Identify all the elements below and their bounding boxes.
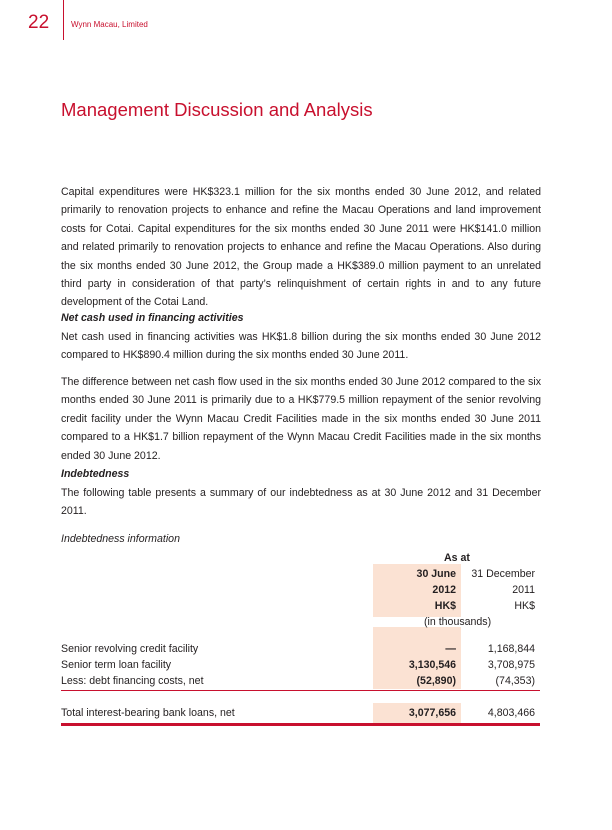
page-number: 22 <box>28 12 50 33</box>
col-2011-line3: HK$ <box>514 600 535 612</box>
company-name: Wynn Macau, Limited <box>71 20 148 29</box>
heading-financing: Net cash used in financing activities <box>61 312 244 324</box>
heading-indebtedness: Indebtedness <box>61 468 130 480</box>
table-row-label: Senior term loan facility <box>61 659 172 671</box>
total-cell-2012: 3,077,656 <box>408 707 456 719</box>
as-at-label: As at <box>444 552 470 564</box>
paragraph-financing-2: The difference between net cash flow used in the six months ended 30 June 2012 compared to the six months ended 30 June 2011 is primarily due to a HK$779.5 million repayment of the senior revolving credit facility under the Wynn Macau Credit Facilities made in the six months ended 30 June 2011 compared to a HK$1.7 billion repayment of the Wynn Macau Credit Facilities made in the six months ended 30 June 2012. <box>61 376 541 462</box>
table-cell-2012: — <box>445 643 456 655</box>
paragraph-capex: Capital expenditures were HK$323.1 million for the six months ended 30 June 2012, and related primarily to renovation projects to enhance and refine the Macau Operations and land improvement costs for Cotai. Capital expenditures for the six months ended 30 June 2011 were HK$141.0 million and related primarily to renovation projects to enhance and refine the Macau Operations. Also during the six months ended 30 June 2012, the Group made a HK$389.0 million payment to an unrelated third party in consideration of that party’s relinquishment of certain rights in and to any future development of the Cotai Land. <box>61 186 541 309</box>
paragraph-indebtedness: The following table presents a summary of our indebtedness as at 30 June 2012 and 31 December 2011. <box>61 487 541 518</box>
total-cell-2011: 4,803,466 <box>487 707 535 719</box>
header-divider <box>63 0 64 40</box>
col-2011-line2: 2011 <box>512 584 535 596</box>
col-2011-line1: 31 December <box>471 568 535 580</box>
col-2012-line1: 30 June <box>416 568 456 580</box>
table-cell-2011: (74,353) <box>495 675 535 687</box>
subtotal-rule <box>61 690 540 691</box>
col-2012-line3: HK$ <box>434 600 456 612</box>
paragraph-financing-1: Net cash used in financing activities was HK$1.8 billion during the six months ended 30 June 2012 compared to HK$890.4 million during the six months ended 30 June 2011. <box>61 331 541 362</box>
table-caption: Indebtedness information <box>61 533 180 545</box>
section-title: Management Discussion and Analysis <box>61 99 373 120</box>
total-row-label: Total interest-bearing bank loans, net <box>61 707 235 719</box>
table-cell-2011: 3,708,975 <box>487 659 535 671</box>
table-row-label: Senior revolving credit facility <box>61 643 199 655</box>
units-label: (in thousands) <box>424 616 492 628</box>
col-2012-line2: 2012 <box>432 584 456 596</box>
table-cell-2012: 3,130,546 <box>408 659 456 671</box>
table-cell-2012: (52,890) <box>416 675 456 687</box>
table-cell-2011: 1,168,844 <box>487 643 535 655</box>
total-rule <box>61 723 540 726</box>
table-row-label: Less: debt financing costs, net <box>61 675 204 687</box>
